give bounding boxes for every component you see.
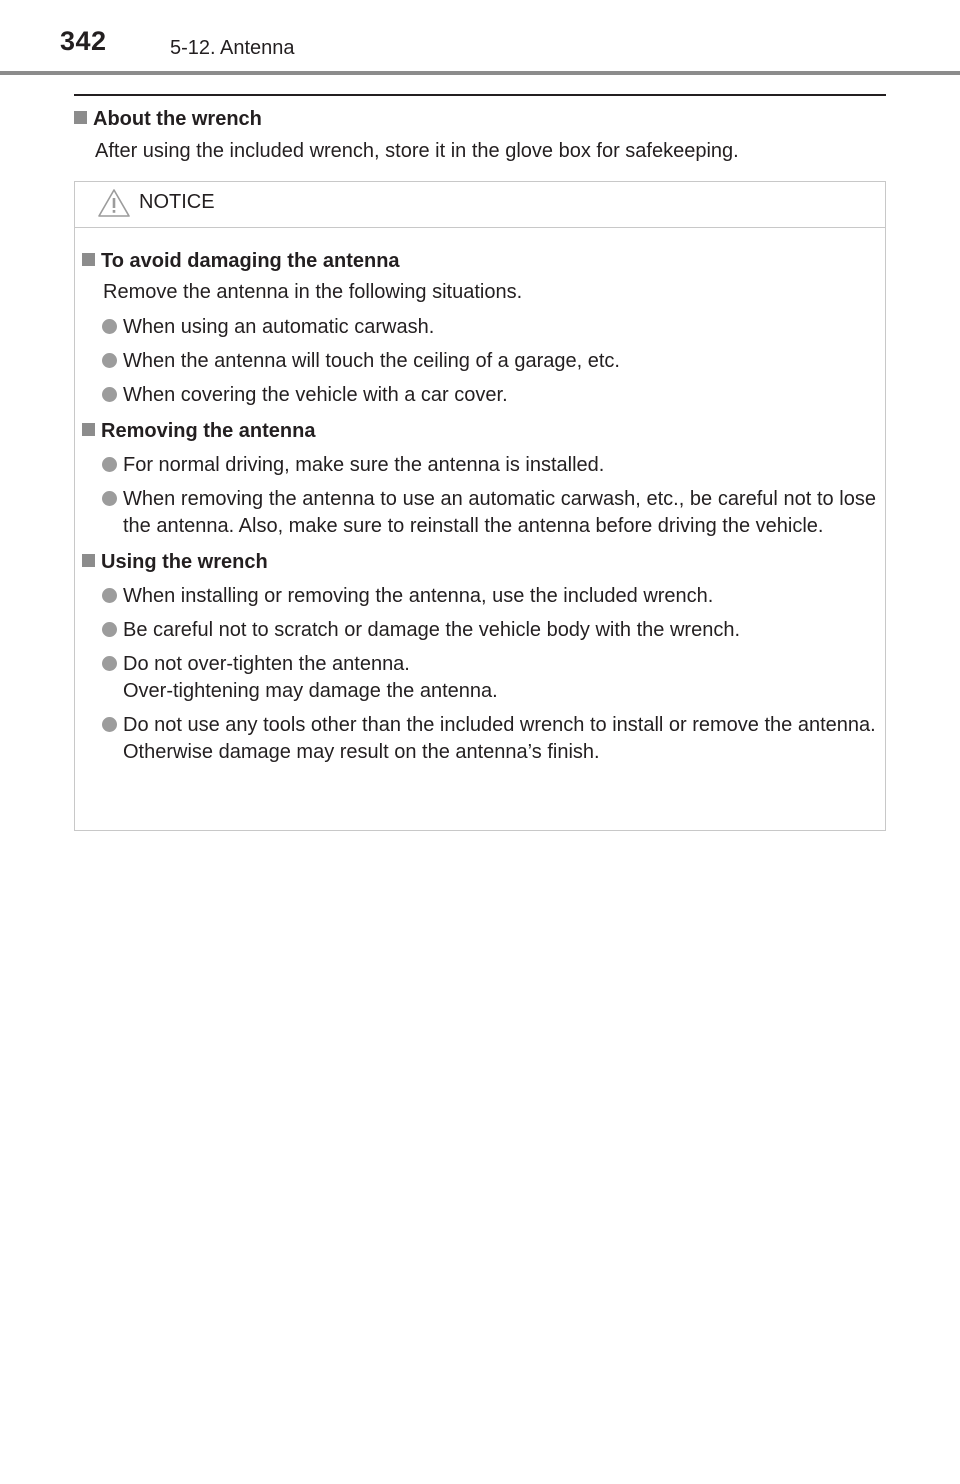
- circle-bullet-icon: [102, 319, 117, 334]
- notice-box: [74, 181, 886, 831]
- notice-body: [75, 228, 885, 766]
- list-item-line: Otherwise damage may result on the antenna’s finish.: [123, 741, 600, 763]
- list-item-line: Do not use any tools other than the included wrench to install or remove the antenna.: [123, 714, 876, 736]
- list-item: [102, 712, 876, 766]
- page-number: 342: [60, 26, 107, 56]
- square-bullet-icon: [82, 423, 95, 436]
- circle-bullet-icon: [102, 656, 117, 671]
- chapter-title: 5-12. Antenna: [170, 37, 295, 59]
- circle-bullet-icon: [102, 717, 117, 732]
- about-wrench-section: [74, 105, 886, 168]
- about-wrench-heading: About the wrench: [74, 105, 886, 134]
- circle-bullet-icon: [102, 353, 117, 368]
- list-item: When using an automatic carwash.: [102, 314, 876, 341]
- about-wrench-body: After using the included wrench, store it in the glove box for safekeeping.: [95, 140, 739, 162]
- notice-title: NOTICE: [139, 191, 215, 213]
- list-item: For normal driving, make sure the antenna is installed.: [102, 452, 876, 479]
- header-divider: [0, 71, 960, 75]
- circle-bullet-icon: [102, 457, 117, 472]
- list-item: When removing the antenna to use an automatic carwash, etc., be careful not to lose the antenna. Also, make sure to reinstall the antenna before driving the vehicle.: [102, 486, 876, 540]
- list-item: [102, 651, 876, 705]
- section-divider: [74, 94, 886, 96]
- list-item: When the antenna will touch the ceiling of a garage, etc.: [102, 348, 876, 375]
- circle-bullet-icon: [102, 491, 117, 506]
- list-item: When installing or removing the antenna, use the included wrench.: [102, 583, 876, 610]
- square-bullet-icon: [74, 111, 87, 124]
- circle-bullet-icon: [102, 387, 117, 402]
- notice-subheading: To avoid damaging the antenna: [82, 246, 876, 276]
- circle-bullet-icon: [102, 588, 117, 603]
- list-item-line: Over-tightening may damage the antenna.: [123, 680, 498, 702]
- notice-subheading: Removing the antenna: [82, 416, 876, 446]
- notice-intro: Remove the antenna in the following situations.: [103, 281, 523, 303]
- square-bullet-icon: [82, 554, 95, 567]
- list-item-line: Do not over-tighten the antenna.: [123, 653, 410, 675]
- circle-bullet-icon: [102, 622, 117, 637]
- page-header: [0, 0, 960, 76]
- warning-triangle-icon: [97, 187, 131, 219]
- notice-subheading: Using the wrench: [82, 547, 876, 577]
- list-item: Be careful not to scratch or damage the vehicle body with the wrench.: [102, 617, 876, 644]
- square-bullet-icon: [82, 253, 95, 266]
- list-item: When covering the vehicle with a car cover.: [102, 382, 876, 409]
- notice-header: [75, 182, 885, 228]
